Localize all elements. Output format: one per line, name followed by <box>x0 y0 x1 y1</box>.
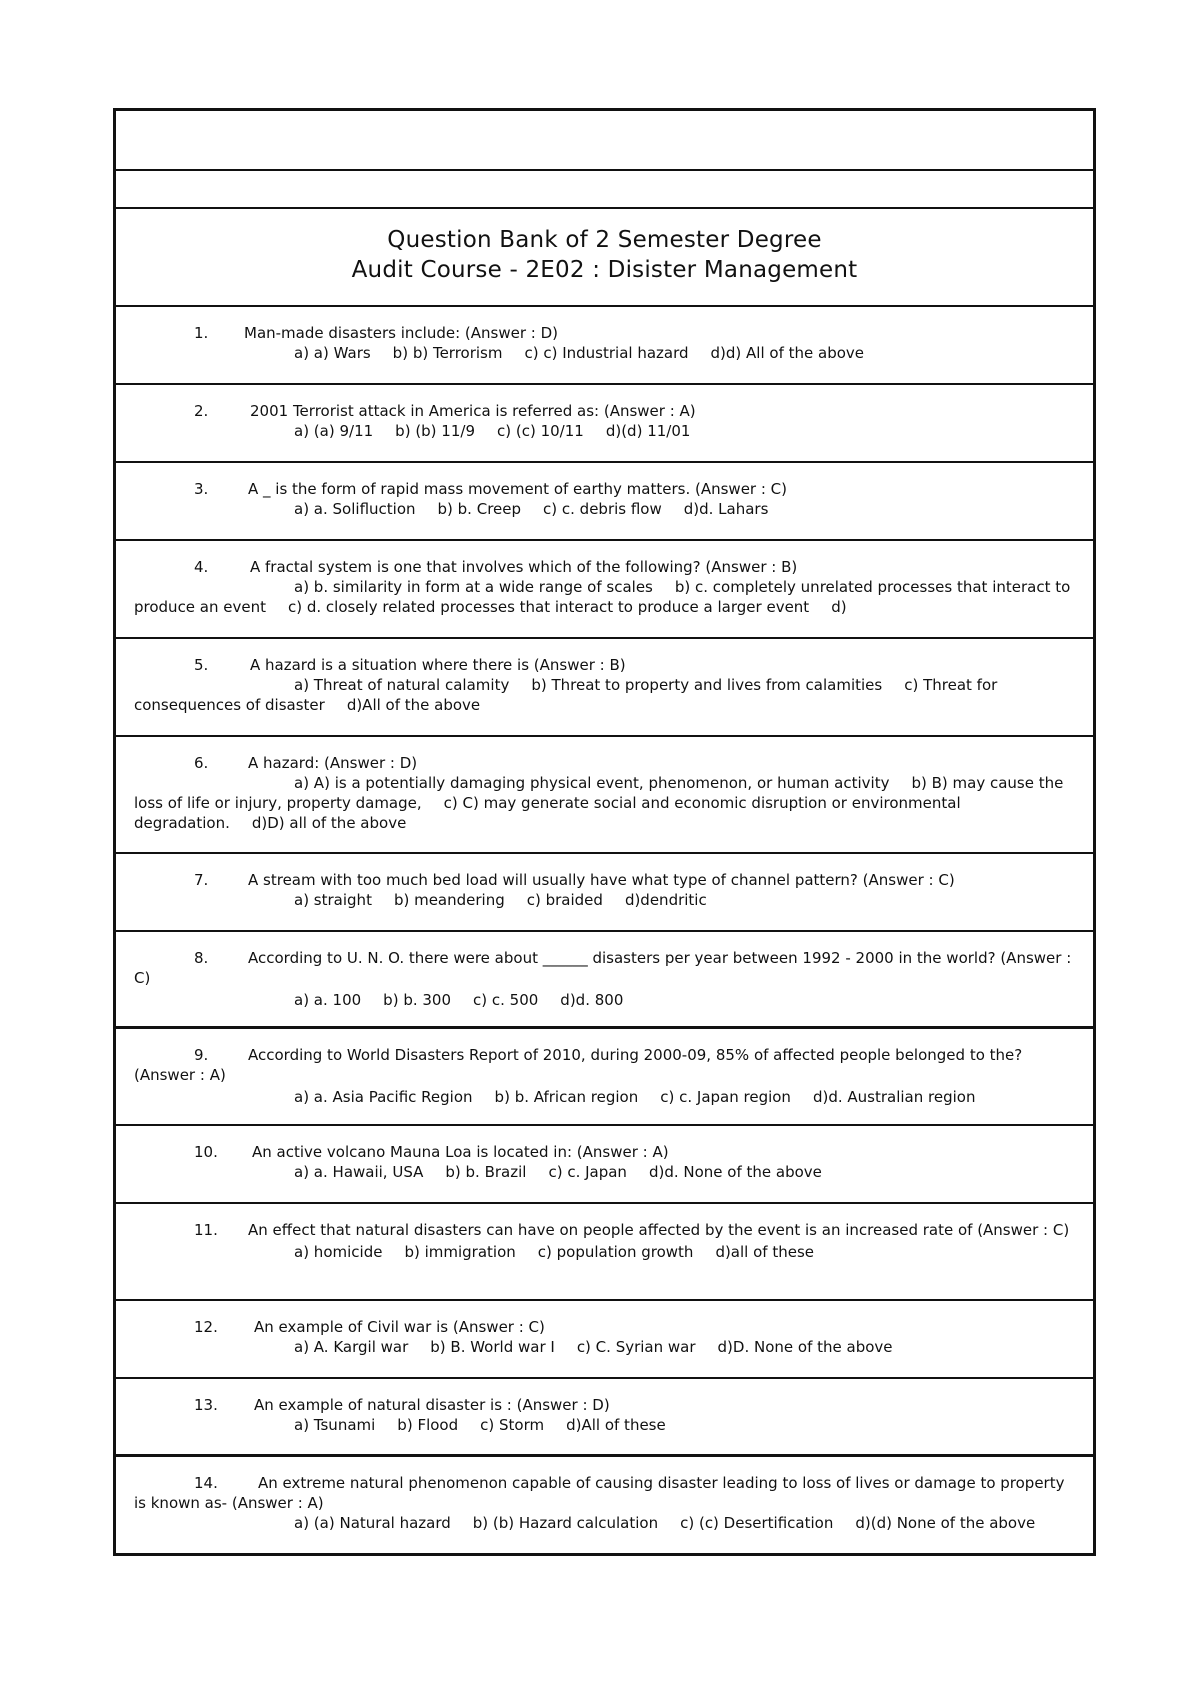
question-text: An extreme natural phenomenon capable of causing disaster leading to loss of lives or damage to property is known as- (Answer : A) <box>134 1474 1065 1512</box>
option-a: a) Tsunami <box>294 1416 376 1434</box>
question-row <box>116 307 1093 385</box>
option-a: a) straight <box>294 891 372 909</box>
question-stem <box>134 479 1079 499</box>
option-d: d)d. Lahars <box>683 500 769 518</box>
question-options <box>134 1337 1079 1357</box>
option-b: b) b) Terrorism <box>392 344 503 362</box>
option-a: a) a. 100 <box>294 991 362 1009</box>
question-stem <box>134 401 1079 421</box>
question-text: An effect that natural disasters can have on people affected by the event is an increased rate of (Answer : C) <box>248 1221 1070 1239</box>
title-line-1: Question Bank of 2 Semester Degree <box>387 227 822 253</box>
option-d: d)d. 800 <box>560 991 624 1009</box>
question-number: 7. <box>194 871 209 889</box>
question-number: 9. <box>194 1046 209 1064</box>
question-stem <box>134 1142 1079 1162</box>
question-number: 2. <box>194 402 209 420</box>
question-text: A _ is the form of rapid mass movement of earthy matters. (Answer : C) <box>248 480 788 498</box>
question-number: 1. <box>194 324 209 342</box>
option-c: c) population growth <box>537 1243 694 1261</box>
option-c: c) c. debris flow <box>543 500 662 518</box>
option-b: b) b. African region <box>494 1088 639 1106</box>
question-text: 2001 Terrorist attack in America is referred as: (Answer : A) <box>250 402 696 420</box>
question-options <box>134 1242 1079 1262</box>
question-text: A fractal system is one that involves which of the following? (Answer : B) <box>250 558 798 576</box>
question-row <box>116 1126 1093 1204</box>
option-c: c) d. closely related processes that interact to produce a larger event <box>288 598 810 616</box>
option-c: c) c. 500 <box>473 991 539 1009</box>
question-stem <box>134 1317 1079 1337</box>
option-c: c) c) Industrial hazard <box>524 344 689 362</box>
blank-subheader-row <box>116 171 1093 209</box>
question-text: A stream with too much bed load will usually have what type of channel pattern? (Answer : C) <box>248 871 955 889</box>
question-options <box>134 675 1079 715</box>
option-b: b) B) may cause the loss of life or injury, property damage, <box>134 774 1064 812</box>
option-a: a) A. Kargil war <box>294 1338 409 1356</box>
blank-header-row <box>116 111 1093 171</box>
option-d: d)dendritic <box>624 891 707 909</box>
question-options <box>134 1162 1079 1182</box>
question-options <box>134 1415 1079 1435</box>
option-b: b) B. World war I <box>430 1338 555 1356</box>
question-stem <box>134 1473 1079 1513</box>
option-b: b) c. completely unrelated processes that interact to produce an event <box>134 578 1071 616</box>
option-a: a) (a) 9/11 <box>294 422 374 440</box>
option-a: a) a. Asia Pacific Region <box>294 1088 473 1106</box>
question-row <box>116 639 1093 737</box>
question-table <box>113 108 1096 1556</box>
option-a: a) homicide <box>294 1243 383 1261</box>
question-row <box>116 1029 1093 1126</box>
option-d: d)(d) 11/01 <box>605 422 691 440</box>
question-number: 10. <box>194 1143 218 1161</box>
question-options <box>134 890 1079 910</box>
option-a: a) a. Hawaii, USA <box>294 1163 424 1181</box>
question-options <box>134 343 1079 363</box>
question-text: A hazard: (Answer : D) <box>248 754 418 772</box>
option-c: c) (c) 10/11 <box>497 422 584 440</box>
option-b: b) Threat to property and lives from calamities <box>531 676 883 694</box>
question-text: An example of natural disaster is : (Answer : D) <box>254 1396 610 1414</box>
question-text: An active volcano Mauna Loa is located in: (Answer : A) <box>252 1143 669 1161</box>
option-a: a) b. similarity in form at a wide range of scales <box>294 578 653 596</box>
option-d: d)All of the above <box>346 696 481 714</box>
option-d: d)d) All of the above <box>710 344 865 362</box>
option-d: d) <box>831 598 847 616</box>
question-number: 8. <box>194 949 209 967</box>
option-d: d)D. None of the above <box>717 1338 893 1356</box>
option-b: b) immigration <box>404 1243 516 1261</box>
option-c: c) Storm <box>480 1416 545 1434</box>
question-number: 14. <box>194 1474 218 1492</box>
question-row <box>116 737 1093 854</box>
question-options <box>134 577 1079 617</box>
option-b: b) b. 300 <box>383 991 452 1009</box>
question-text: A hazard is a situation where there is (Answer : B) <box>250 656 626 674</box>
question-row <box>116 541 1093 639</box>
option-c: c) c. Japan region <box>660 1088 791 1106</box>
question-stem <box>134 655 1079 675</box>
question-options <box>134 1087 1079 1107</box>
option-b: b) Flood <box>397 1416 459 1434</box>
option-c: c) Threat for consequences of disaster <box>134 676 998 714</box>
question-row <box>116 1301 1093 1379</box>
question-stem <box>134 557 1079 577</box>
option-b: b) (b) 11/9 <box>395 422 475 440</box>
question-stem <box>134 870 1079 890</box>
option-d: d)(d) None of the above <box>855 1514 1036 1532</box>
question-row <box>116 1457 1093 1553</box>
question-number: 3. <box>194 480 209 498</box>
option-a: a) a. Solifluction <box>294 500 416 518</box>
question-options <box>134 773 1079 833</box>
question-options <box>134 990 1079 1010</box>
question-number: 12. <box>194 1318 218 1336</box>
option-b: b) b. Creep <box>437 500 522 518</box>
question-stem <box>134 1045 1079 1085</box>
option-c: c) c. Japan <box>548 1163 627 1181</box>
question-stem <box>134 1220 1079 1240</box>
option-a: a) Threat of natural calamity <box>294 676 510 694</box>
option-c: c) (c) Desertification <box>680 1514 834 1532</box>
question-stem <box>134 948 1079 988</box>
option-d: d)All of these <box>566 1416 666 1434</box>
question-options <box>134 421 1079 441</box>
option-d: d)d. Australian region <box>812 1088 976 1106</box>
option-a: a) a) Wars <box>294 344 371 362</box>
question-text: An example of Civil war is (Answer : C) <box>254 1318 545 1336</box>
question-row <box>116 932 1093 1029</box>
title-line-2: Audit Course - 2E02 : Disister Management <box>351 257 858 283</box>
option-a: a) A) is a potentially damaging physical event, phenomenon, or human activity <box>294 774 890 792</box>
option-c: c) C. Syrian war <box>576 1338 696 1356</box>
option-d: d)all of these <box>715 1243 814 1261</box>
question-text: Man-made disasters include: (Answer : D) <box>244 324 559 342</box>
option-b: b) b. Brazil <box>445 1163 527 1181</box>
question-row <box>116 463 1093 541</box>
option-d: d)d. None of the above <box>648 1163 822 1181</box>
option-c: c) braided <box>526 891 603 909</box>
question-text: According to World Disasters Report of 2010, during 2000-09, 85% of affected people belonged to the? (Answer : A) <box>134 1046 1023 1084</box>
question-row <box>116 854 1093 932</box>
question-number: 4. <box>194 558 209 576</box>
question-number: 11. <box>194 1221 218 1239</box>
question-number: 5. <box>194 656 209 674</box>
question-stem <box>134 1395 1079 1415</box>
question-stem <box>134 323 1079 343</box>
question-number: 13. <box>194 1396 218 1414</box>
question-options <box>134 1513 1079 1533</box>
question-number: 6. <box>194 754 209 772</box>
option-a: a) (a) Natural hazard <box>294 1514 451 1532</box>
question-text: According to U. N. O. there were about ______ disasters per year between 1992 - 2000 in the world? (Answer : C) <box>134 949 1072 987</box>
question-row <box>116 1204 1093 1301</box>
option-b: b) (b) Hazard calculation <box>472 1514 659 1532</box>
question-options <box>134 499 1079 519</box>
question-stem <box>134 753 1079 773</box>
option-b: b) meandering <box>393 891 505 909</box>
option-c: c) C) may generate social and economic disruption or environmental degradation. <box>134 794 961 832</box>
question-row <box>116 385 1093 463</box>
option-d: d)D) all of the above <box>251 814 407 832</box>
question-row <box>116 1379 1093 1457</box>
title-row <box>116 209 1093 307</box>
